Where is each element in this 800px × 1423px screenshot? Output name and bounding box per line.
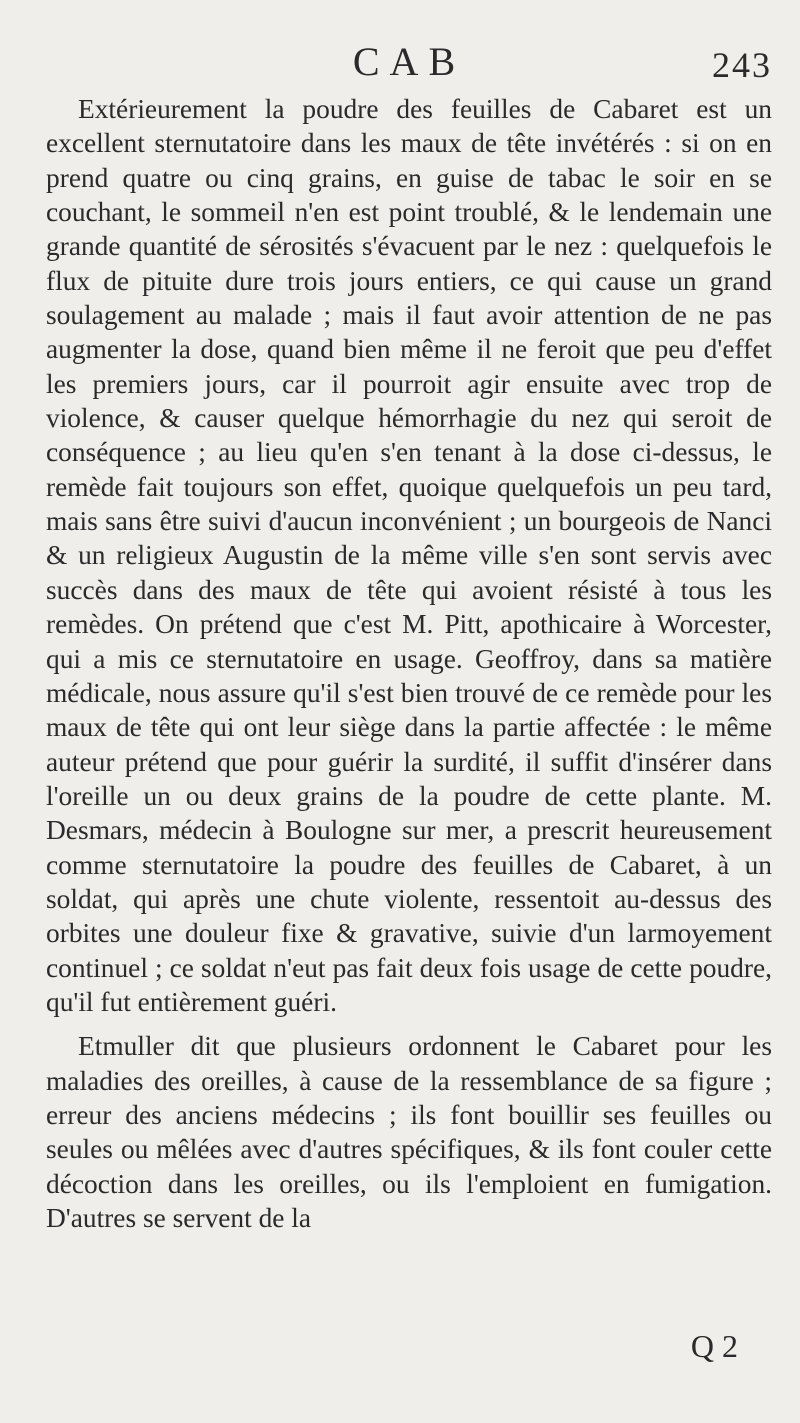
page-number: 243: [712, 45, 772, 85]
paragraph-1: Extérieurement la poudre des feuilles de Cabaret est un excellent sternutatoire dans les maux de tête invétérés : si on en prend quatre ou cinq grains, en guise de tabac le soir en se couchant, le sommeil n'en est point troublé, & le lendemain une grande quantité de sérosités s'évacuent par le nez : quelquefois le flux de pituite dure trois jours entiers, ce qui cause un grand soulagement au malade ; mais il faut avoir attention de ne pas augmenter la dose, quand bien même il ne feroit que peu d'effet les premiers jours, car il pourroit agir ensuite avec trop de violence, & causer quelque hémorrhagie du nez qui seroit de conséquence ; au lieu qu'en s'en tenant à la dose ci-dessus, le remède fait toujours son effet, quoique quelquefois un peu tard, mais sans être suivi d'aucun inconvénient ; un bourgeois de Nanci & un religieux Augustin de la même ville s'en sont servis avec succès dans des maux de tête qui avoient résisté à tous les remèdes. On prétend que c'est M. Pitt, apothicaire à Worcester, qui a mis ce sternutatoire en usage. Geoffroy, dans sa matière médicale, nous assure qu'il s'est bien trouvé de ce remède pour les maux de tête qui ont leur siège dans la partie affectée : le même auteur prétend que pour guérir la surdité, il suffit d'insérer dans l'oreille un ou deux grains de la poudre de cette plante. M. Desmars, médecin à Boulogne sur mer, a prescrit heureusement comme sternutatoire la poudre des feuilles de Cabaret, à un soldat, qui après une chute violente, ressentoit au-dessus des orbites une douleur fixe & gravative, suivie d'un larmoyement continuel ; ce soldat n'eut pas fait deux fois usage de cette poudre, qu'il fut entièrement guéri.: [46, 94, 772, 1017]
signature-mark: Q 2: [690, 1328, 738, 1364]
paragraph-2: Etmuller dit que plusieurs ordonnent le Cabaret pour les maladies des oreilles, à cause de la ressemblance de sa figure ; erreur des anciens médecins ; ils font bouillir ses feuilles ou seules ou mêlées avec d'autres spécifiques, & ils font couler cette décoction dans les oreilles, ou ils l'emploient en fumigation. D'autres se servent de la: [46, 1031, 772, 1233]
body-text: [46, 92, 772, 1235]
running-head-title: CAB: [352, 39, 466, 84]
running-head: [46, 0, 772, 92]
